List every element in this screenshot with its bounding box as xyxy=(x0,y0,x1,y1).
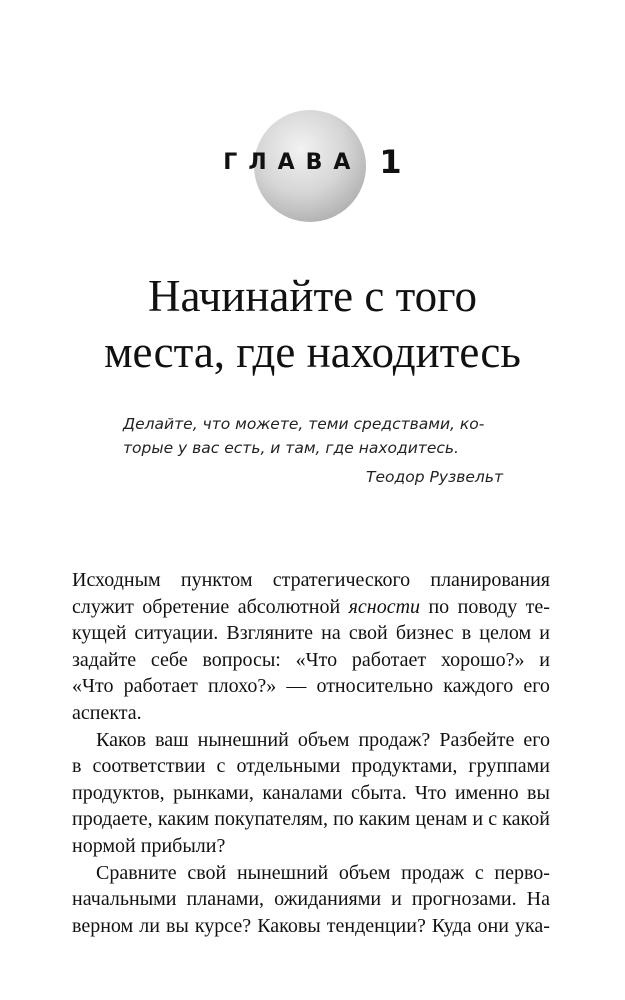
body-word: На xyxy=(526,888,550,911)
body-word: продаж xyxy=(401,861,465,884)
body-word: кущей xyxy=(72,622,127,645)
body-word: его xyxy=(523,675,550,698)
body-word: продаете, xyxy=(72,808,153,831)
body-word: на xyxy=(321,622,341,645)
body-word: — xyxy=(286,675,307,698)
chapter-number: 1 xyxy=(379,143,402,181)
body-word: прогнозами. xyxy=(411,888,517,911)
epigraph-line: торые у вас есть, и там, где находитесь. xyxy=(123,439,459,457)
body-word: его xyxy=(523,728,550,751)
body-word: тенденции? xyxy=(326,914,426,937)
body-line xyxy=(72,727,550,754)
chapter-title-line: места, где находитесь xyxy=(104,327,521,377)
body-word: хорошо?» xyxy=(440,648,525,671)
body-word: работает xyxy=(123,675,198,698)
body-word: покупателям, xyxy=(214,808,328,831)
body-word: целом xyxy=(479,622,532,645)
body-word: ли xyxy=(139,914,160,937)
body-word: бизнес xyxy=(395,622,454,645)
body-word: поводу xyxy=(457,595,518,618)
body-word: и xyxy=(472,808,484,831)
epigraph-line: Делайте, что можете, теми средствами, ко- xyxy=(123,415,485,433)
body-word: Каков xyxy=(96,728,147,751)
body-line xyxy=(72,647,550,674)
body-word: ясности xyxy=(348,595,421,618)
body-word: объем xyxy=(297,728,350,751)
body-word: абсолютной xyxy=(237,595,341,618)
body-word: ваш xyxy=(155,728,189,751)
body-word: свой xyxy=(348,622,388,645)
body-word: Каковы xyxy=(257,914,321,937)
body-word: Что xyxy=(415,781,447,804)
chapter-title xyxy=(40,268,585,380)
body-word: рынками, xyxy=(173,781,254,804)
body-word: и xyxy=(391,888,402,911)
body-word: планами, xyxy=(186,888,265,911)
body-word: продаж? xyxy=(358,728,431,751)
body-word: с xyxy=(488,808,498,831)
epigraph-author: Теодор Рузвельт xyxy=(366,468,503,486)
epigraph-quote xyxy=(123,412,503,460)
body-word: аспекта. xyxy=(72,701,142,724)
body-word: сбыта. xyxy=(351,781,407,804)
body-word: служит xyxy=(72,595,134,618)
epigraph xyxy=(123,412,503,489)
body-text xyxy=(72,567,550,939)
body-word: группами xyxy=(468,755,550,778)
body-line xyxy=(72,594,550,621)
body-word: Взгляните xyxy=(226,622,314,645)
body-word: отдельными xyxy=(236,755,341,778)
body-word: прибыли? xyxy=(140,834,226,857)
body-word: каналами xyxy=(262,781,343,804)
body-word: Исходным xyxy=(72,569,161,591)
body-word: Разбейте xyxy=(439,728,515,751)
body-word: ценам xyxy=(415,808,468,831)
body-word: обретение xyxy=(142,595,230,618)
chapter-title-line: Начинайте с того xyxy=(147,271,478,321)
body-line xyxy=(72,567,550,594)
body-word: Куда xyxy=(431,914,472,937)
body-word: объем xyxy=(338,861,391,884)
body-word: ожиданиями xyxy=(274,888,382,911)
body-word: в xyxy=(72,755,82,778)
body-word: задайте xyxy=(72,648,137,671)
body-word: курсе? xyxy=(194,914,252,937)
body-line xyxy=(72,780,550,807)
body-word: свой xyxy=(187,861,227,884)
body-word: планирования xyxy=(430,569,550,591)
body-word: каким xyxy=(157,808,210,831)
body-line xyxy=(72,753,550,780)
body-line xyxy=(72,913,550,940)
body-word: вы xyxy=(165,914,189,937)
body-word: плохо?» xyxy=(207,675,277,698)
body-line xyxy=(72,673,550,700)
chapter-label: ГЛАВА xyxy=(223,149,362,175)
body-word: работает xyxy=(351,648,427,671)
body-word: нормой xyxy=(72,834,136,857)
body-word: с xyxy=(216,755,226,778)
body-word: перво- xyxy=(494,861,550,884)
body-word: верном xyxy=(72,914,134,937)
body-word: в xyxy=(461,622,472,645)
chapter-heading xyxy=(0,143,625,181)
body-word: продуктов, xyxy=(72,781,165,804)
body-word: нынешний xyxy=(236,861,329,884)
body-word: Сравните xyxy=(96,861,177,884)
body-word: пунктом xyxy=(180,569,253,591)
body-word: вопросы: xyxy=(202,648,281,671)
body-word: «Что xyxy=(295,648,338,671)
body-word: какой xyxy=(502,808,550,831)
body-line xyxy=(72,620,550,647)
body-word: с xyxy=(474,861,484,884)
body-line xyxy=(72,806,550,833)
body-word: те- xyxy=(525,595,550,618)
body-word: и xyxy=(539,648,550,671)
body-word: «Что xyxy=(72,675,114,698)
body-word: себе xyxy=(150,648,188,671)
body-word: они xyxy=(477,914,509,937)
body-word: нынешний xyxy=(197,728,289,751)
body-word: именно xyxy=(454,781,519,804)
body-line xyxy=(72,700,550,727)
body-word: каким xyxy=(358,808,411,831)
body-word: каждого xyxy=(443,675,514,698)
body-word: относительно xyxy=(316,675,434,698)
body-line xyxy=(72,886,550,913)
body-word: по xyxy=(428,595,450,618)
body-word: ука- xyxy=(514,914,550,937)
body-word: соответствии xyxy=(92,755,206,778)
body-word: вы xyxy=(527,781,550,804)
body-word: по xyxy=(333,808,354,831)
body-word: стратегического xyxy=(272,569,411,591)
body-word: и xyxy=(539,622,550,645)
body-line xyxy=(72,860,550,887)
body-word: начальными xyxy=(72,888,177,911)
body-line xyxy=(72,833,550,860)
body-word: ситуации. xyxy=(134,622,219,645)
body-word: продуктами, xyxy=(351,755,458,778)
